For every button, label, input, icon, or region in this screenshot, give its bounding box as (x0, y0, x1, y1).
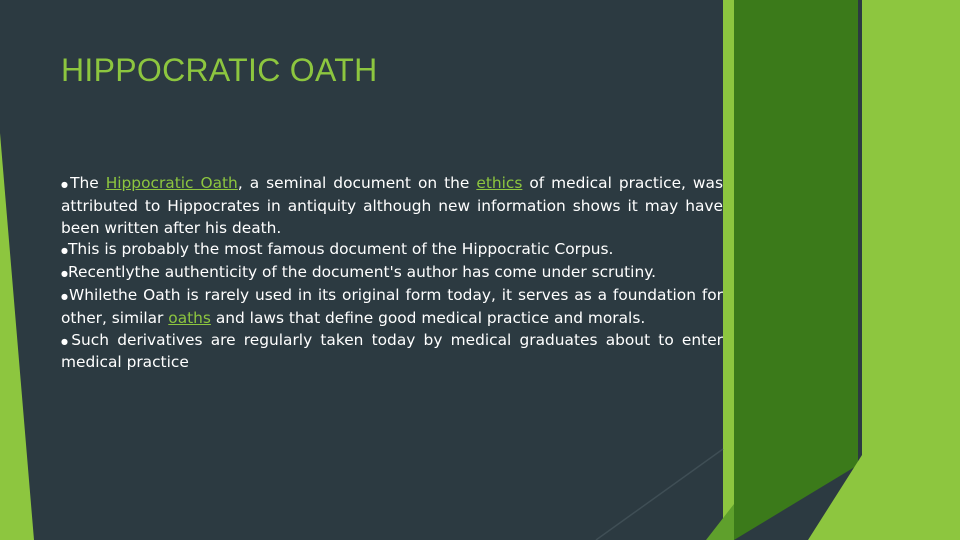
bullet-icon: ● (61, 180, 71, 189)
bullet-icon: ● (61, 246, 68, 256)
paragraph-1 (61, 173, 723, 239)
paragraph-text: Whilethe Oath is rarely used in its original form today, it serves as a foundation for other, similar (61, 285, 723, 327)
paragraph-text: and laws that define good medical practice and morals. (210, 308, 646, 327)
paragraph-4 (61, 285, 723, 330)
paragraph-text: This is probably the most famous document of the Hippocratic Corpus. (67, 240, 614, 259)
paragraph-text: of medical practice, was attributed to Hippocrates in antiquity although new information shows it may have been written after his death. (61, 174, 723, 237)
link-hippocratic-oath[interactable]: Hippocratic Oath (105, 174, 238, 192)
paragraph-text: The (70, 174, 106, 192)
paragraph-5 (61, 330, 723, 375)
right-panel-light-strip (723, 0, 734, 540)
paragraph-2 (61, 239, 723, 262)
paragraph-text: Recentlythe authenticity of the document's author has come under scrutiny. (67, 263, 656, 282)
link-oaths[interactable]: oaths (168, 308, 211, 327)
paragraph-text: Such derivatives are regularly taken today by medical graduates about to enter medical practice (61, 330, 723, 372)
paragraph-text: , a seminal document on the (237, 174, 477, 192)
slide-title: HIPPOCRATIC OATH (61, 52, 378, 88)
bullet-icon: ● (61, 269, 68, 279)
right-panel-dark-green (734, 0, 858, 540)
link-ethics[interactable]: ethics (476, 174, 523, 192)
diagonal-accent-line (596, 449, 723, 540)
paragraph-3 (61, 262, 723, 285)
bullet-icon: ● (61, 336, 72, 346)
left-corner-shape (0, 133, 34, 540)
slide-body (61, 173, 723, 374)
bullet-icon: ● (61, 291, 69, 301)
